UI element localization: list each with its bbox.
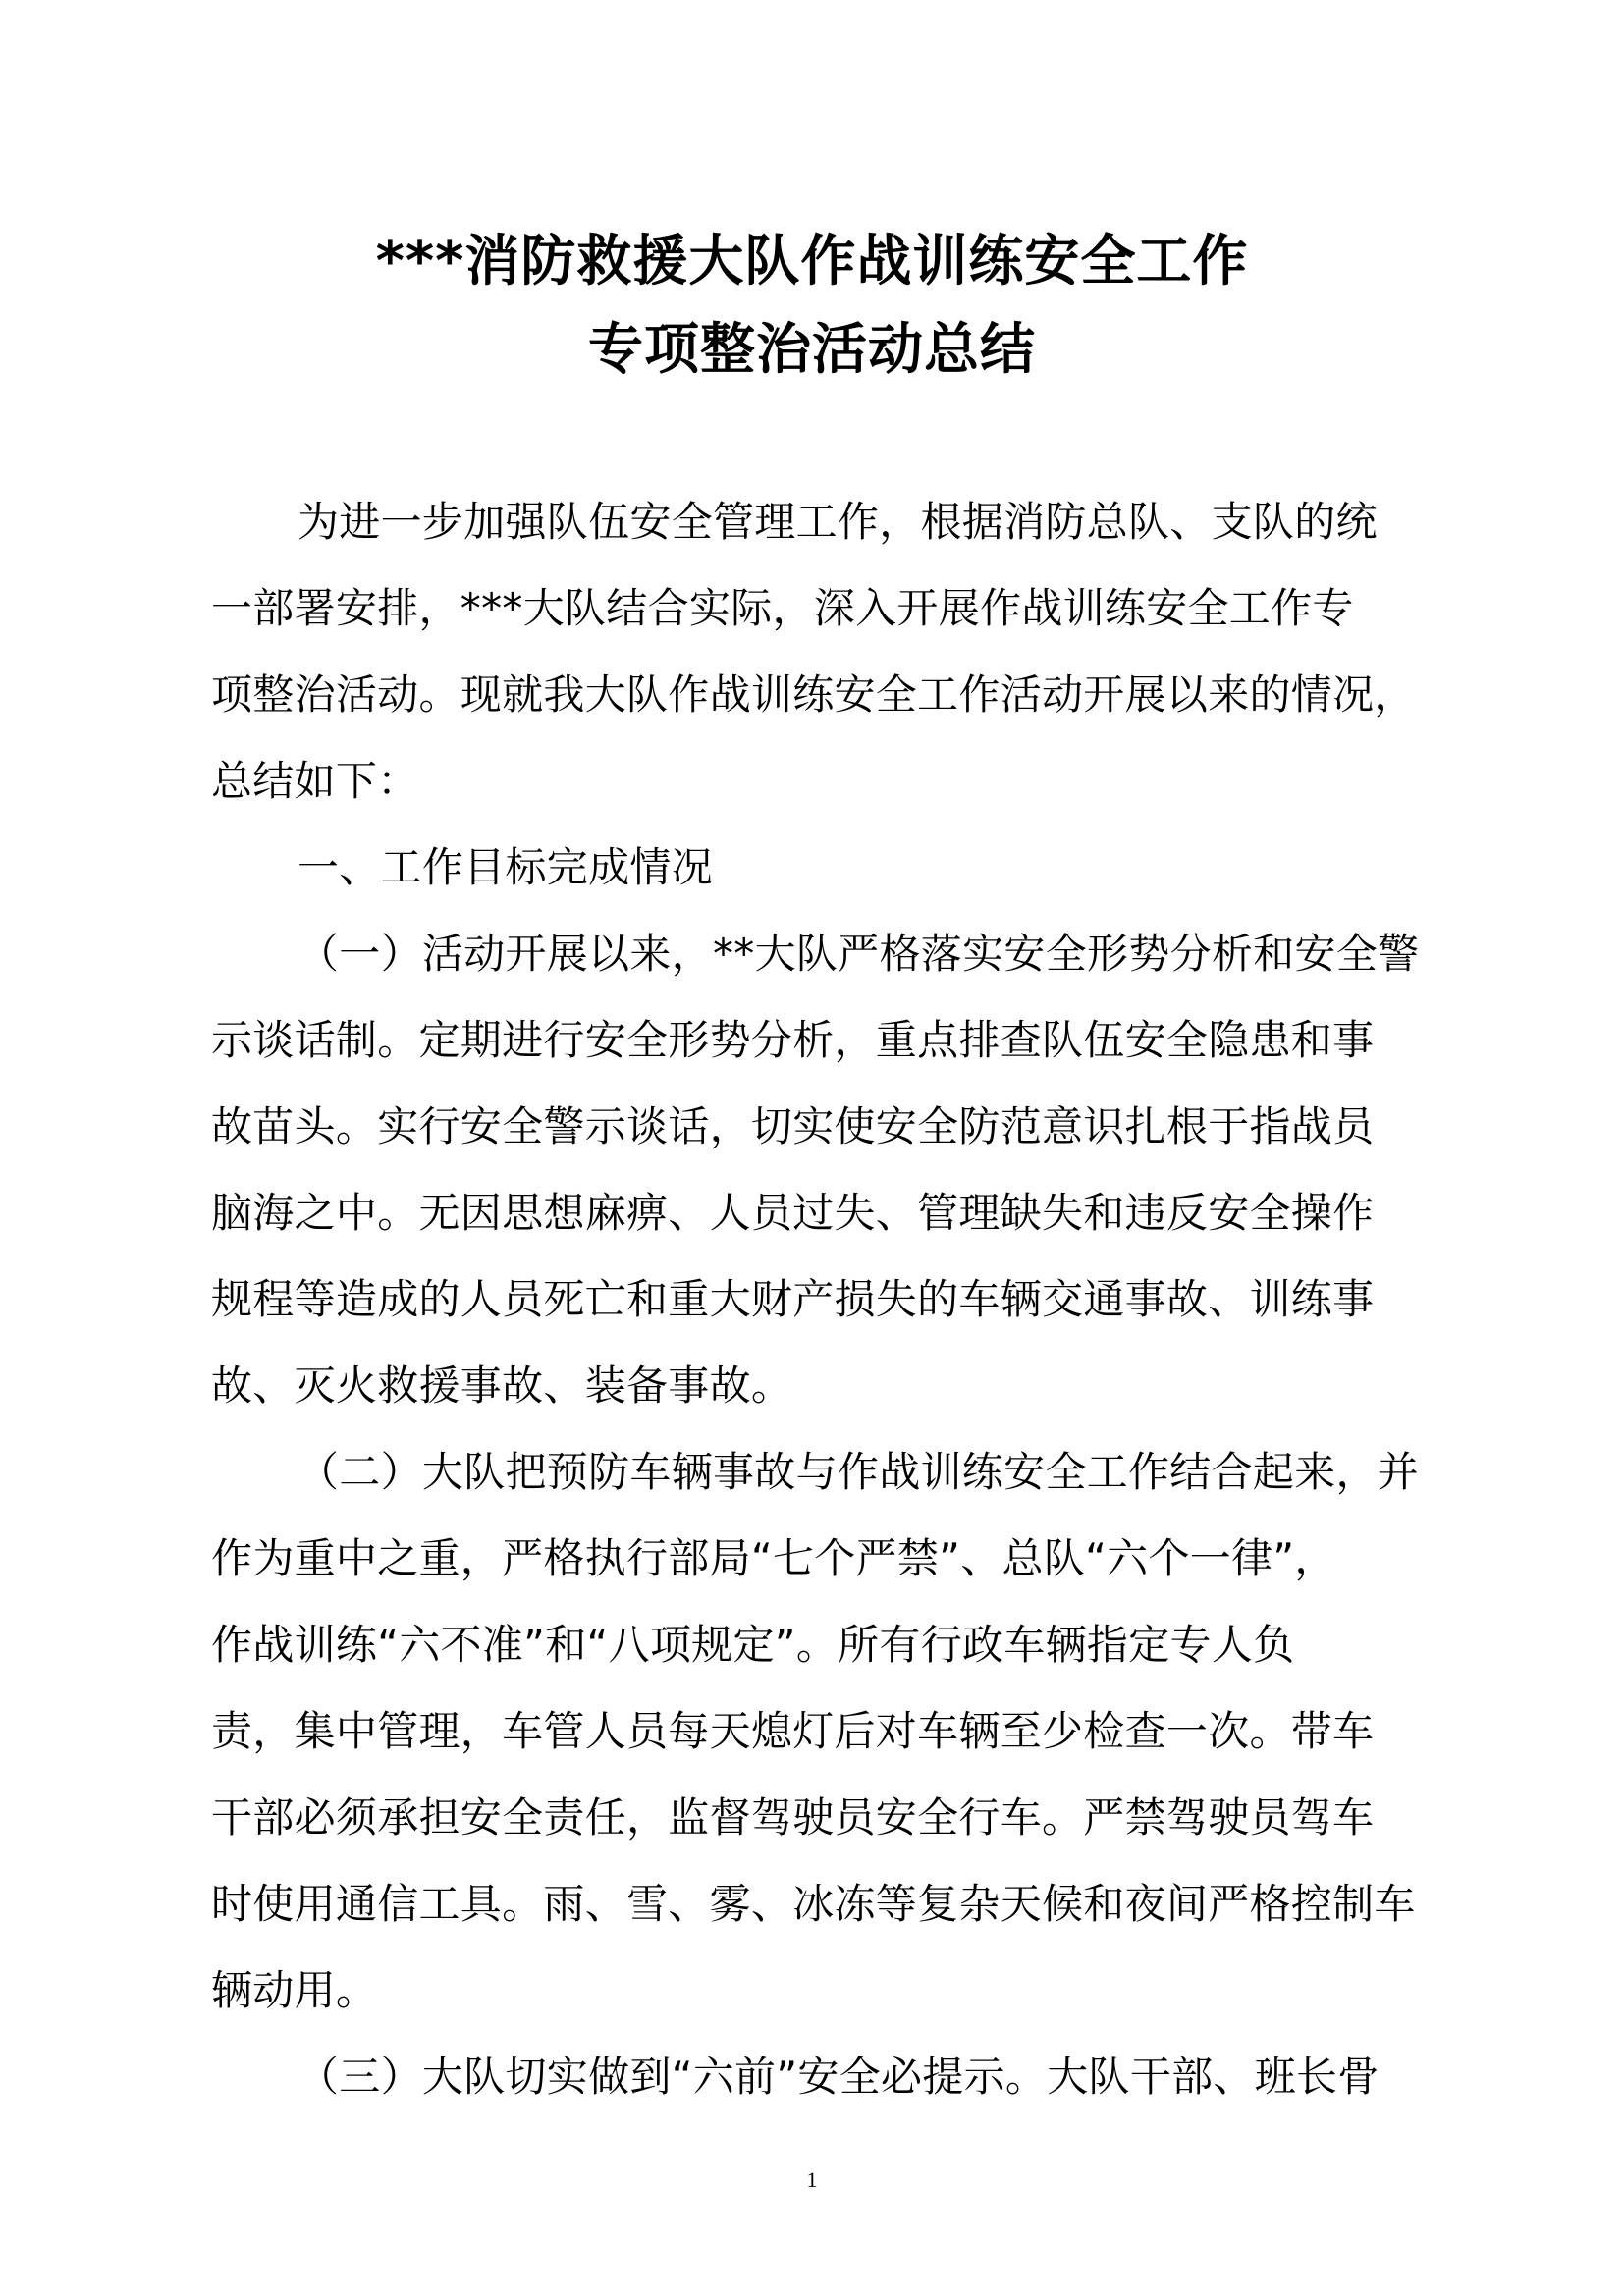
item-2-paragraph-line: 辆动用。 bbox=[211, 1966, 378, 2014]
intro-paragraph-line: 总结如下： bbox=[211, 757, 419, 805]
intro-paragraph-line: 项整治活动。现就我大队作战训练安全工作活动开展以来的情况， bbox=[211, 670, 1416, 719]
item-2-paragraph-line: 干部必须承担安全责任，监督驾驶员安全行车。严禁驾驶员驾车 bbox=[211, 1793, 1375, 1842]
item-1-paragraph-line: 示谈话制。定期进行安全形势分析，重点排查队伍安全隐患和事 bbox=[211, 1016, 1375, 1064]
title-line-2: 专项整治活动总结 bbox=[588, 318, 1036, 382]
section-heading: 一、工作目标完成情况 bbox=[298, 843, 714, 891]
item-2-paragraph-line: 作战训练“六不准”和“八项规定”。所有行政车辆指定专人负 bbox=[211, 1621, 1295, 1669]
intro-paragraph-line: 为进一步加强队伍安全管理工作，根据消防总队、支队的统 bbox=[298, 498, 1378, 546]
page-number: 1 bbox=[806, 2167, 818, 2192]
document-body bbox=[211, 479, 1429, 2120]
item-1-paragraph-line: 故苗头。实行安全警示谈话，切实使安全防范意识扎根于指战员 bbox=[211, 1102, 1375, 1150]
item-2-paragraph-line: 作为重中之重，严格执行部局“七个严禁”、总队“六个一律”， bbox=[211, 1534, 1336, 1582]
item-2-paragraph-line: （二）大队把预防车辆事故与作战训练安全工作结合起来，并 bbox=[298, 1448, 1420, 1496]
intro-paragraph-line: 一部署安排，***大队结合实际，深入开展作战训练安全工作专 bbox=[211, 584, 1354, 632]
title-line-1: ***消防救援大队作战训练安全工作 bbox=[375, 230, 1249, 294]
item-1-paragraph-line: 脑海之中。无因思想麻痹、人员过失、管理缺失和违反安全操作 bbox=[211, 1189, 1375, 1237]
item-3-paragraph-line: （三）大队切实做到“六前”安全必提示。大队干部、班长骨 bbox=[298, 2053, 1380, 2101]
item-2-paragraph-line: 责，集中管理，车管人员每天熄灯后对车辆至少检查一次。带车 bbox=[211, 1707, 1375, 1755]
item-1-paragraph-line: 故、灭火救援事故、装备事故。 bbox=[211, 1362, 793, 1410]
item-1-paragraph-line: 规程等造成的人员死亡和重大财产损失的车辆交通事故、训练事 bbox=[211, 1275, 1375, 1323]
document-title bbox=[0, 218, 1624, 395]
item-1-paragraph-line: （一）活动开展以来，**大队严格落实安全形势分析和安全警 bbox=[298, 930, 1420, 978]
item-2-paragraph-line: 时使用通信工具。雨、雪、雾、冰冻等复杂天候和夜间严格控制车 bbox=[211, 1880, 1416, 1928]
